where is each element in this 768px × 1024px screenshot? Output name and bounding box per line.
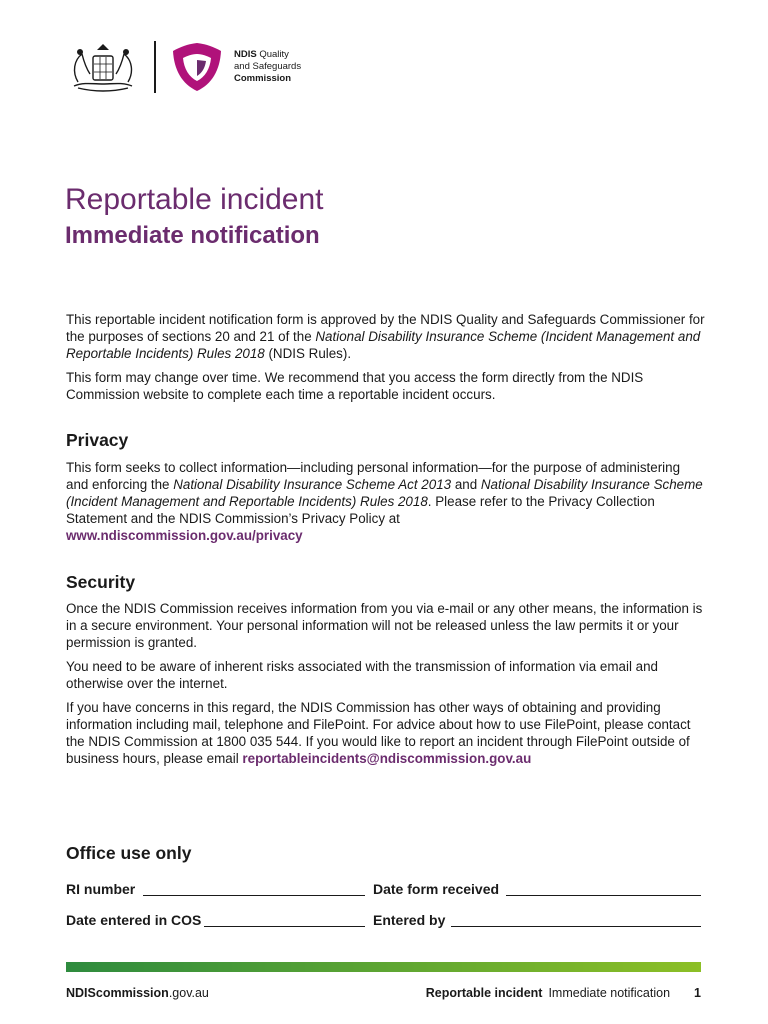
security-heading: Security [66,572,136,592]
security-paragraph-1: Once the NDIS Commission receives information from you via e-mail or any other means, the information is in a secure environment. Your personal information will not be released unless the law permits it or your permission is granted. [66,601,703,650]
privacy-text-a: This form seeks to collect information—including personal information—for the purpose of administering and enforcing the [66,460,681,492]
privacy-paragraph [66,459,706,544]
coat-of-arms-logo [64,38,142,96]
footer-site-bold: NDIScommission [66,986,169,1000]
org-line3: Commission [234,73,292,84]
security-section [66,600,706,774]
ri-number-label: RI number [66,881,136,897]
privacy-act-title: National Disability Insurance Scheme Act 2013 [173,477,452,492]
page-number: 1 [694,986,701,1000]
header-divider [154,41,156,93]
org-line1-rest: Quality [256,49,289,60]
intro-section [66,311,706,410]
date-entered-cos-field[interactable] [204,926,365,927]
page-header [64,38,301,96]
privacy-text-b: and [451,477,481,492]
privacy-section [66,459,706,551]
security-paragraph-2: You need to be aware of inherent risks associated with the transmission of information via email and otherwise over the internet. [66,659,658,691]
org-line1-bold: NDIS [234,49,257,60]
organisation-name [234,49,301,85]
ndis-shield-logo [170,40,224,94]
org-line2: and Safeguards [234,61,302,72]
privacy-text-c: . Please refer to the Privacy Collection Statement and the NDIS Commission’s Privacy Policy at [66,494,655,526]
privacy-rules-title: National Disability Insurance Scheme (Incident Management and Reportable Incidents) Rules 2018 [66,477,703,509]
intro-text-b: (NDIS Rules). [264,346,352,361]
office-use-heading: Office use only [66,843,192,863]
footer-doc-title: Reportable incident [425,986,543,1000]
footer-doc-subtitle: Immediate notification [548,986,671,1000]
footer-website[interactable] [66,986,209,1000]
footer-site-rest: .gov.au [168,986,209,1000]
entered-by-field[interactable] [451,926,701,927]
privacy-heading: Privacy [66,430,129,450]
date-entered-cos-label: Date entered in COS [66,912,202,928]
security-text: If you have concerns in this regard, the NDIS Commission has other ways of obtaining and providing information including mail, telephone and FilePoint. For advice about how to use FilePoint, please contact the NDIS Commission at 1800 035 544. If you would like to report an incident through FilePoint outside of business hours, please email [66,700,691,766]
email-link[interactable]: reportableincidents@ndiscommission.gov.au [242,751,532,766]
document-title: Reportable incident [65,183,324,216]
document-subtitle: Immediate notification [65,222,320,249]
date-form-received-label: Date form received [373,881,500,897]
footer-gradient-bar [66,962,701,972]
ri-number-field[interactable] [143,895,365,896]
date-form-received-field[interactable] [506,895,701,896]
intro-paragraph-2: This form may change over time. We recommend that you access the form directly from the NDIS Commission website to complete each time a reportable incident occurs. [66,370,644,402]
entered-by-label: Entered by [373,912,446,928]
intro-paragraph-1 [66,311,706,362]
intro-rules-title: National Disability Insurance Scheme (Incident Management and Reportable Incidents) Rules 2018 [66,329,701,361]
footer-document-info [426,986,701,1000]
intro-text-a: This reportable incident notification form is approved by the NDIS Quality and Safeguards Commissioner for the purposes of sections 20 and 21 of the [66,312,705,344]
privacy-link[interactable]: www.ndiscommission.gov.au/privacy [66,528,303,543]
security-paragraph-3 [66,699,706,767]
